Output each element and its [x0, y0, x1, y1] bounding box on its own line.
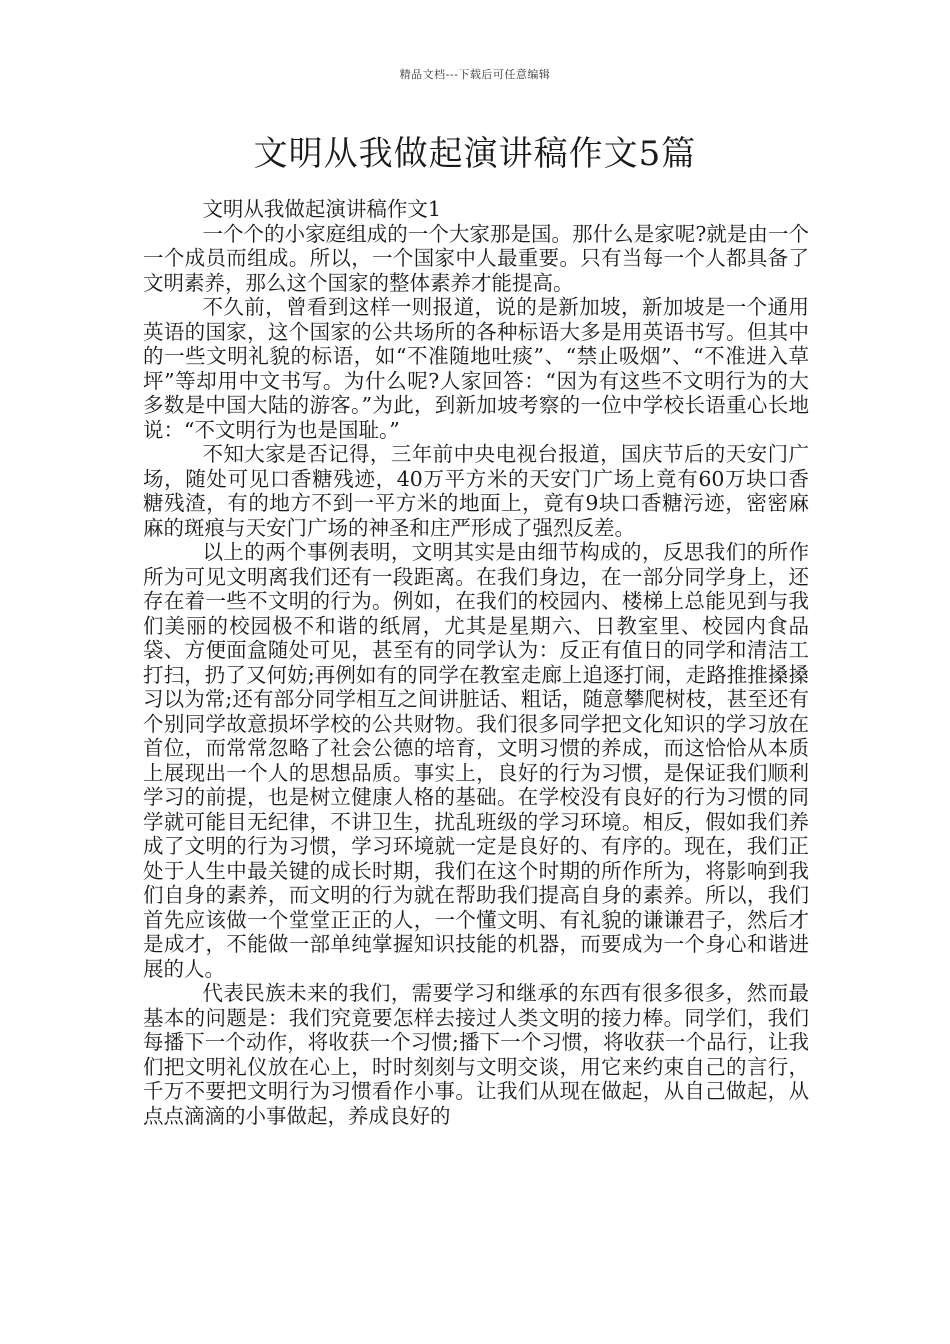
document-body [143, 197, 809, 1128]
header-note: 精品文档---下载后可任意编辑 [399, 68, 551, 81]
paragraph: 不久前，曾看到这样一则报道，说的是新加坡，新加坡是一个通用英语的国家，这个国家的公共场所的各种标语大多是用英语书写。但其中的一些文明礼貌的标语，如“不准随地吐痰”、“禁止吸烟”、“不准进入草坪”等却用中文书写。为什么呢?人家回答：“因为有这些不文明行为的大多数是中国大陆的游客。”为此，到新加坡考察的一位中学校长语重心长地说：“不文明行为也是国耻。” [143, 295, 809, 442]
section-subtitle: 文明从我做起演讲稿作文1 [202, 197, 441, 221]
document-title: 文明从我做起演讲稿作文5篇 [253, 134, 697, 174]
paragraph: 一个个的小家庭组成的一个大家那是国。那什么是家呢?就是由一个一个成员而组成。所以，一个国家中人最重要。只有当每一个人都具备了文明素养，那么这个国家的整体素养才能提高。 [143, 221, 809, 295]
paragraph: 以上的两个事例表明，文明其实是由细节构成的，反思我们的所作所为可见文明离我们还有一段距离。在我们身边，在一部分同学身上，还存在着一些不文明的行为。例如，在我们的校园内、楼梯上总能见到与我们美丽的校园极不和谐的纸屑，尤其是星期六、日教室里、校园内食品袋、方便面盒随处可见，甚至有的同学认为：反正有值日的同学和清洁工打扫，扔了又何妨;再例如有的同学在教室走廊上追逐打闹，走路推推搡搡习以为常;还有部分同学相互之间讲脏话、粗话，随意攀爬树枝，甚至还有个别同学故意损坏学校的公共财物。我们很多同学把文化知识的学习放在首位，而常常忽略了社会公德的培育，文明习惯的养成，而这恰恰从本质上展现出一个人的思想品质。事实上，良好的行为习惯，是保证我们顺利学习的前提，也是树立健康人格的基础。在学校没有良好的行为习惯的同学就可能目无纪律，不讲卫生，扰乱班级的学习环境。相反，假如我们养成了文明的行为习惯，学习环境就一定是良好的、有序的。现在，我们正处于人生中最关键的成长时期，我们在这个时期的所作所为，将影响到我们自身的素养，而文明的行为就在帮助我们提高自身的素养。所以，我们首先应该做一个堂堂正正的人，一个懂文明、有礼貌的谦谦君子，然后才是成才，不能做一部单纯掌握知识技能的机器，而要成为一个身心和谐进展的人。 [143, 540, 809, 981]
paragraph: 代表民族未来的我们，需要学习和继承的东西有很多很多，然而最基本的问题是：我们究竟要怎样去接过人类文明的接力棒。同学们，我们每播下一个动作，将收获一个习惯;播下一个习惯，将收获一个品行，让我们把文明礼仪放在心上，时时刻刻与文明交谈，用它来约束自己的言行，千万不要把文明行为习惯看作小事。让我们从现在做起，从自己做起，从点点滴滴的小事做起，养成良好的 [143, 981, 809, 1128]
paragraph: 不知大家是否记得，三年前中央电视台报道，国庆节后的天安门广场，随处可见口香糖残迹，40万平方米的天安门广场上竟有60万块口香糖残渣，有的地方不到一平方米的地面上，竟有9块口香糖污迹，密密麻麻的斑痕与天安门广场的神圣和庄严形成了强烈反差。 [143, 442, 809, 540]
